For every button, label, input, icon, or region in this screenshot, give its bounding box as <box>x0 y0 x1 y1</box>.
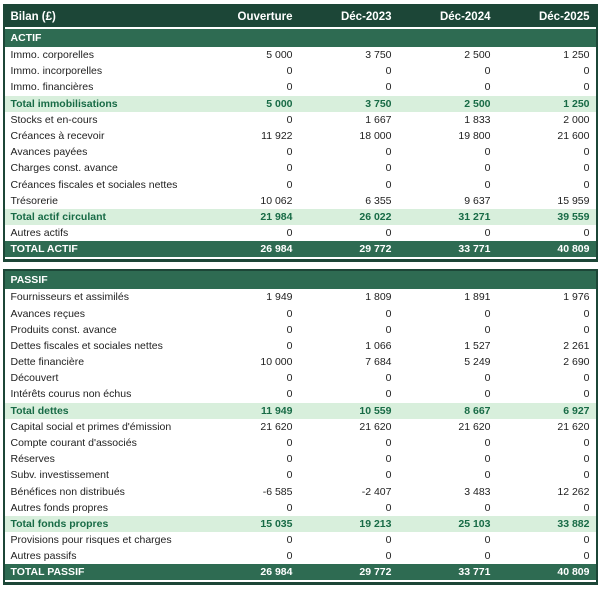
row-label: Immo. corporelles <box>10 49 94 62</box>
table-header-row <box>5 6 596 29</box>
row-value: 11 949 <box>260 404 293 417</box>
table-row <box>5 144 596 160</box>
row-value: 0 <box>583 81 590 94</box>
row-value: 0 <box>385 307 392 320</box>
row-value: 0 <box>385 469 392 482</box>
row-value: 0 <box>484 469 491 482</box>
actif-rows <box>5 47 596 241</box>
table-row <box>5 209 596 225</box>
row-value: 3 750 <box>365 49 392 62</box>
row-value: 2 690 <box>563 356 590 369</box>
row-value: 0 <box>484 81 491 94</box>
row-value: 31 271 <box>458 210 491 223</box>
row-label: Autres actifs <box>10 227 69 240</box>
row-label: Produits const. avance <box>10 323 117 336</box>
row-value: 0 <box>484 162 491 175</box>
row-value: 2 261 <box>563 339 590 352</box>
row-label: Immo. incorporelles <box>10 65 103 78</box>
table-row <box>5 403 596 419</box>
row-value: 0 <box>583 453 590 466</box>
row-value: 1 976 <box>563 291 590 304</box>
table-row <box>5 451 596 467</box>
table-row <box>5 305 596 321</box>
row-value: 5 000 <box>266 97 293 110</box>
row-value: 1 667 <box>365 113 392 126</box>
row-value: 0 <box>583 178 590 191</box>
row-value: -6 585 <box>262 485 293 498</box>
row-value: 0 <box>385 453 392 466</box>
row-value: 0 <box>583 437 590 450</box>
row-value: 0 <box>484 534 491 547</box>
row-value: 21 620 <box>557 420 590 433</box>
table-row <box>5 435 596 451</box>
row-value: 3 483 <box>464 485 491 498</box>
row-value: 15 035 <box>260 517 293 530</box>
row-value: 0 <box>583 469 590 482</box>
table-row <box>5 225 596 241</box>
table-row <box>5 289 596 305</box>
table-row <box>5 47 596 63</box>
row-value: 1 949 <box>266 291 293 304</box>
table-row <box>5 386 596 402</box>
row-value: 5 249 <box>464 356 491 369</box>
row-value: 1 891 <box>464 291 491 304</box>
row-value: 0 <box>583 323 590 336</box>
row-value: 0 <box>286 323 293 336</box>
row-value: 26 022 <box>359 210 392 223</box>
row-label: Total fonds propres <box>10 517 109 530</box>
row-label: Autres passifs <box>10 550 77 563</box>
row-value: 33 882 <box>557 517 590 530</box>
row-value: 21 620 <box>359 420 392 433</box>
row-label: Dette financière <box>10 356 85 369</box>
row-value: 2 500 <box>464 49 491 62</box>
row-label: Immo. financières <box>10 81 94 94</box>
row-label: Charges const. avance <box>10 162 118 175</box>
total-value: 33 771 <box>458 243 491 256</box>
row-value: 7 684 <box>365 356 392 369</box>
table-row <box>5 548 596 564</box>
row-value: 0 <box>286 178 293 191</box>
row-value: 0 <box>385 501 392 514</box>
row-value: 21 984 <box>260 210 293 223</box>
row-value: 0 <box>286 469 293 482</box>
row-value: 21 600 <box>557 130 590 143</box>
row-value: 0 <box>583 372 590 385</box>
row-value: 1 527 <box>464 339 491 352</box>
row-value: 0 <box>286 65 293 78</box>
table-row <box>5 322 596 338</box>
row-label: Dettes fiscales et sociales nettes <box>10 339 163 352</box>
total-value: 33 771 <box>458 566 491 579</box>
total-value: 40 809 <box>557 566 590 579</box>
row-value: 3 750 <box>365 97 392 110</box>
table-row <box>5 484 596 500</box>
table-row <box>5 532 596 548</box>
row-label: Avances reçues <box>10 307 86 320</box>
section-header-actif <box>5 29 596 47</box>
row-label: Total immobilisations <box>10 97 118 110</box>
row-value: 1 066 <box>365 339 392 352</box>
row-value: 0 <box>385 146 392 159</box>
row-value: 0 <box>484 388 491 401</box>
row-value: 0 <box>385 65 392 78</box>
row-value: 0 <box>583 501 590 514</box>
table-row <box>5 516 596 532</box>
row-value: 0 <box>583 550 590 563</box>
total-label: TOTAL PASSIF <box>10 566 85 579</box>
row-value: 0 <box>385 437 392 450</box>
row-value: 0 <box>484 501 491 514</box>
row-value: 1 250 <box>563 49 590 62</box>
row-value: 11 922 <box>261 130 293 143</box>
row-value: 2 500 <box>464 97 491 110</box>
table-row <box>5 160 596 176</box>
row-value: 25 103 <box>458 517 491 530</box>
row-value: 1 809 <box>365 291 392 304</box>
row-label: Autres fonds propres <box>10 501 108 514</box>
column-header-dec-2024: Déc-2024 <box>439 10 491 23</box>
table-row <box>5 79 596 95</box>
section-title: PASSIF <box>10 274 48 287</box>
row-value: 19 213 <box>359 517 392 530</box>
row-value: 0 <box>583 146 590 159</box>
row-value: 19 800 <box>458 130 491 143</box>
row-value: 0 <box>583 227 590 240</box>
row-value: 15 959 <box>557 194 590 207</box>
row-value: 0 <box>385 323 392 336</box>
row-value: 10 559 <box>359 404 392 417</box>
table-row <box>5 354 596 370</box>
table-row <box>5 338 596 354</box>
row-value: 0 <box>484 227 491 240</box>
row-label: Provisions pour risques et charges <box>10 534 172 547</box>
row-value: 6 355 <box>365 194 392 207</box>
row-value: 5 000 <box>266 49 293 62</box>
row-label: Découvert <box>10 372 59 385</box>
passif-rows <box>5 289 596 564</box>
row-value: 0 <box>286 113 293 126</box>
table-row <box>5 193 596 209</box>
total-actif-row <box>5 241 596 259</box>
row-label: Stocks et en-cours <box>10 113 98 126</box>
total-value: 26 984 <box>260 566 293 579</box>
section-header-passif <box>5 271 596 289</box>
section-title: ACTIF <box>10 32 42 44</box>
row-value: 0 <box>286 81 293 94</box>
row-label: Capital social et primes d'émission <box>10 420 172 433</box>
row-value: 0 <box>583 388 590 401</box>
table-row <box>5 177 596 193</box>
row-value: 0 <box>385 178 392 191</box>
row-value: 0 <box>385 388 392 401</box>
row-value: 9 637 <box>464 194 491 207</box>
row-value: 0 <box>385 534 392 547</box>
row-value: 0 <box>385 550 392 563</box>
row-value: 8 667 <box>464 404 491 417</box>
table-row <box>5 112 596 128</box>
row-label: Intérêts courus non échus <box>10 388 132 401</box>
total-label: TOTAL ACTIF <box>10 243 78 256</box>
row-value: 0 <box>286 388 293 401</box>
table-row <box>5 63 596 79</box>
row-label: Trésorerie <box>10 194 58 207</box>
row-value: 0 <box>286 550 293 563</box>
row-value: 0 <box>385 81 392 94</box>
row-value: 0 <box>583 162 590 175</box>
row-value: 21 620 <box>260 420 293 433</box>
table-row <box>5 370 596 386</box>
row-value: 0 <box>286 501 293 514</box>
column-header-bilan: Bilan (£) <box>10 10 56 23</box>
row-value: 0 <box>583 534 590 547</box>
table-row <box>5 467 596 483</box>
row-value: 0 <box>286 339 293 352</box>
row-label: Créances à recevoir <box>10 130 105 143</box>
column-header-dec-2025: Déc-2025 <box>538 10 590 23</box>
row-value: 0 <box>286 146 293 159</box>
row-value: 6 927 <box>563 404 590 417</box>
row-value: 0 <box>484 453 491 466</box>
actif-table <box>3 4 598 262</box>
row-value: 0 <box>484 65 491 78</box>
total-passif-row <box>5 564 596 582</box>
column-header-dec-2023: Déc-2023 <box>340 10 392 23</box>
row-value: 1 250 <box>563 97 590 110</box>
total-value: 26 984 <box>260 243 293 256</box>
row-value: 0 <box>286 534 293 547</box>
row-value: 0 <box>385 372 392 385</box>
row-value: 12 262 <box>557 485 590 498</box>
row-value: 0 <box>484 323 491 336</box>
row-value: 0 <box>484 437 491 450</box>
row-value: 0 <box>484 550 491 563</box>
row-label: Bénéfices non distribués <box>10 485 125 498</box>
row-value: -2 407 <box>361 485 392 498</box>
row-value: 10 062 <box>260 194 293 207</box>
row-label: Subv. investissement <box>10 469 109 482</box>
row-label: Créances fiscales et sociales nettes <box>10 178 178 191</box>
row-value: 0 <box>385 227 392 240</box>
passif-table <box>3 269 598 585</box>
column-header-ouverture: Ouverture <box>237 10 293 23</box>
row-value: 10 000 <box>260 356 293 369</box>
table-row <box>5 128 596 144</box>
row-value: 2 000 <box>563 113 590 126</box>
table-row <box>5 419 596 435</box>
row-value: 39 559 <box>557 210 590 223</box>
total-value: 29 772 <box>359 566 392 579</box>
table-row <box>5 500 596 516</box>
row-label: Fournisseurs et assimilés <box>10 291 129 304</box>
row-value: 0 <box>286 162 293 175</box>
row-label: Total dettes <box>10 404 69 417</box>
row-value: 0 <box>286 437 293 450</box>
row-value: 0 <box>286 307 293 320</box>
row-value: 0 <box>286 372 293 385</box>
row-value: 21 620 <box>458 420 491 433</box>
row-value: 0 <box>286 453 293 466</box>
row-value: 0 <box>484 146 491 159</box>
row-label: Réserves <box>10 453 55 466</box>
table-row <box>5 96 596 112</box>
balance-sheet <box>3 4 598 585</box>
row-value: 0 <box>286 227 293 240</box>
row-value: 0 <box>484 372 491 385</box>
total-value: 40 809 <box>557 243 590 256</box>
row-value: 0 <box>484 178 491 191</box>
row-value: 1 833 <box>464 113 491 126</box>
row-value: 0 <box>484 307 491 320</box>
row-label: Total actif circulant <box>10 210 106 223</box>
row-value: 0 <box>583 65 590 78</box>
row-label: Avances payées <box>10 146 88 159</box>
row-value: 0 <box>385 162 392 175</box>
row-value: 0 <box>583 307 590 320</box>
row-value: 18 000 <box>359 130 392 143</box>
row-label: Compte courant d'associés <box>10 437 137 450</box>
total-value: 29 772 <box>359 243 392 256</box>
